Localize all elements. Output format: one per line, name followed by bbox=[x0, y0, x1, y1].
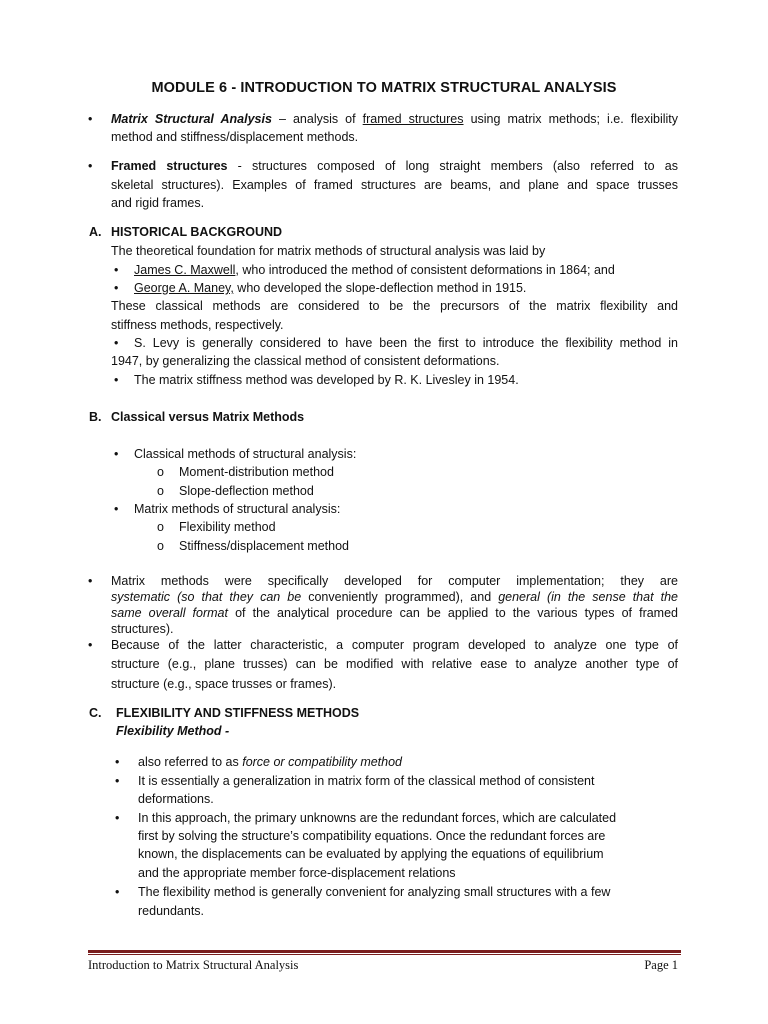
msa-term: Matrix Structural Analysis bbox=[111, 112, 272, 126]
p1-mid: conveniently programmed), and bbox=[301, 590, 499, 604]
bullet-marker: • bbox=[114, 336, 119, 350]
fs-line1: - structures composed of long straight members (also referred to as bbox=[227, 159, 678, 173]
levy-line1: S. Levy is generally considered to have been the first to introduce the flexibility method in bbox=[134, 336, 678, 350]
fs-definition-line3: and rigid frames. bbox=[111, 196, 205, 210]
list-item: Slope-deflection method bbox=[179, 484, 314, 498]
bullet-marker: • bbox=[114, 281, 119, 295]
bullet-marker: • bbox=[88, 112, 93, 126]
classical-methods-label: Classical methods of structural analysis: bbox=[134, 447, 357, 461]
p1-rest: of the analytical procedure can be applied to the various types of framed bbox=[228, 606, 678, 620]
flex-bullet2-line2: deformations. bbox=[138, 792, 214, 806]
footer-title: Introduction to Matrix Structural Analysis bbox=[88, 958, 299, 972]
matrix-para2-line1: Because of the latter characteristic, a computer program developed to analyze one type of bbox=[111, 638, 678, 652]
b1-italic: force or compatibility method bbox=[242, 755, 403, 769]
bullet-marker: • bbox=[114, 373, 119, 387]
sub-bullet-marker: o bbox=[157, 539, 164, 553]
footer-rule-thin bbox=[88, 954, 681, 955]
sub-bullet-marker: o bbox=[157, 465, 164, 479]
matrix-para2-line3: structure (e.g., space trusses or frames). bbox=[111, 677, 337, 691]
flex-bullet2-line1: It is essentially a generalization in matrix form of the classical method of consistent bbox=[138, 774, 595, 788]
maxwell-line bbox=[134, 261, 678, 279]
matrix-para2-line2: structure (e.g., plane trusses) can be modified with relative ease to analyze another type of bbox=[111, 657, 678, 671]
flex-bullet4-line1: The flexibility method is generally convenient for analyzing small structures with a few bbox=[138, 885, 611, 899]
bullet-marker: • bbox=[115, 774, 120, 788]
bullet-marker: • bbox=[88, 638, 93, 652]
same-format-italic: same overall format bbox=[111, 606, 228, 620]
flex-bullet4-line2: redundants. bbox=[138, 904, 205, 918]
maney-name: George A. Maney, bbox=[134, 281, 234, 295]
fs-term: Framed structures bbox=[111, 159, 228, 173]
matrix-methods-label: Matrix methods of structural analysis: bbox=[134, 502, 341, 516]
bullet-marker: • bbox=[115, 885, 120, 899]
matrix-para1-line4: structures). bbox=[111, 622, 174, 636]
bullet-marker: • bbox=[88, 159, 93, 173]
flex-bullet3-line1: In this approach, the primary unknowns are the redundant forces, which are calculated bbox=[138, 811, 617, 825]
flex-bullet1 bbox=[138, 753, 678, 771]
section-a-letter: A. bbox=[89, 225, 102, 239]
flex-bullet3-line3: known, the displacements can be evaluated by applying the equations of equilibrium bbox=[138, 847, 604, 861]
sub-bullet-marker: o bbox=[157, 520, 164, 534]
page-number: Page 1 bbox=[644, 958, 678, 972]
section-c-letter: C. bbox=[89, 706, 102, 720]
framed-structures-link: framed structures bbox=[362, 112, 464, 126]
bullet-marker: • bbox=[115, 755, 120, 769]
b1-plain: also referred to as bbox=[138, 755, 243, 769]
maney-line bbox=[134, 279, 678, 297]
section-b-heading: Classical versus Matrix Methods bbox=[111, 410, 305, 424]
bullet-marker: • bbox=[115, 811, 120, 825]
section-c-heading: FLEXIBILITY AND STIFFNESS METHODS bbox=[116, 706, 360, 720]
levy-line2: 1947, by generalizing the classical method of consistent deformations. bbox=[111, 354, 500, 368]
classical-line1: These classical methods are considered to be the precursors of the matrix flexibility and bbox=[111, 299, 678, 313]
maxwell-rest: , who introduced the method of consistent deformations in 1864; and bbox=[235, 263, 615, 277]
maney-rest: who developed the slope-deflection method in 1915. bbox=[233, 281, 527, 295]
flex-bullet3-line2: first by solving the structure’s compatibility equations. Once the redundant forces are bbox=[138, 829, 606, 843]
matrix-para1-line1: Matrix methods were specifically developed for computer implementation; they are bbox=[111, 574, 678, 588]
page-title: MODULE 6 - INTRODUCTION TO MATRIX STRUCTURAL ANALYSIS bbox=[151, 80, 617, 96]
msa-definition-line2: method and stiffness/displacement methods. bbox=[111, 130, 359, 144]
list-item: Flexibility method bbox=[179, 520, 276, 534]
list-item: Moment-distribution method bbox=[179, 465, 334, 479]
systematic-italic: systematic (so that they can be bbox=[111, 590, 302, 604]
msa-definition-line1 bbox=[111, 110, 678, 128]
maxwell-name: James C. Maxwell bbox=[134, 263, 236, 277]
footer-rule bbox=[88, 950, 681, 953]
livesley-line: The matrix stiffness method was developed by R. K. Livesley in 1954. bbox=[134, 373, 519, 387]
fs-definition-line2: skeletal structures). Examples of framed structures are beams, and plane and space trusses bbox=[111, 178, 678, 192]
bullet-marker: • bbox=[114, 447, 119, 461]
section-b-letter: B. bbox=[89, 410, 102, 424]
bullet-marker: • bbox=[114, 502, 119, 516]
section-a-heading: HISTORICAL BACKGROUND bbox=[111, 225, 283, 239]
classical-line2: stiffness methods, respectively. bbox=[111, 318, 284, 332]
flexibility-subheading: Flexibility Method - bbox=[116, 724, 230, 738]
bullet-marker: • bbox=[88, 574, 93, 588]
list-item: Stiffness/displacement method bbox=[179, 539, 350, 553]
fs-definition-line1 bbox=[111, 157, 678, 175]
sub-bullet-marker: o bbox=[157, 484, 164, 498]
section-a-lead: The theoretical foundation for matrix methods of structural analysis was laid by bbox=[111, 244, 546, 258]
flex-bullet3-line4: and the appropriate member force-displacement relations bbox=[138, 866, 456, 880]
general-italic: general (in the sense that the bbox=[498, 590, 678, 604]
msa-dash: – analysis of bbox=[271, 112, 363, 126]
msa-rest1: using matrix methods; i.e. flexibility bbox=[463, 112, 679, 126]
bullet-marker: • bbox=[114, 263, 119, 277]
